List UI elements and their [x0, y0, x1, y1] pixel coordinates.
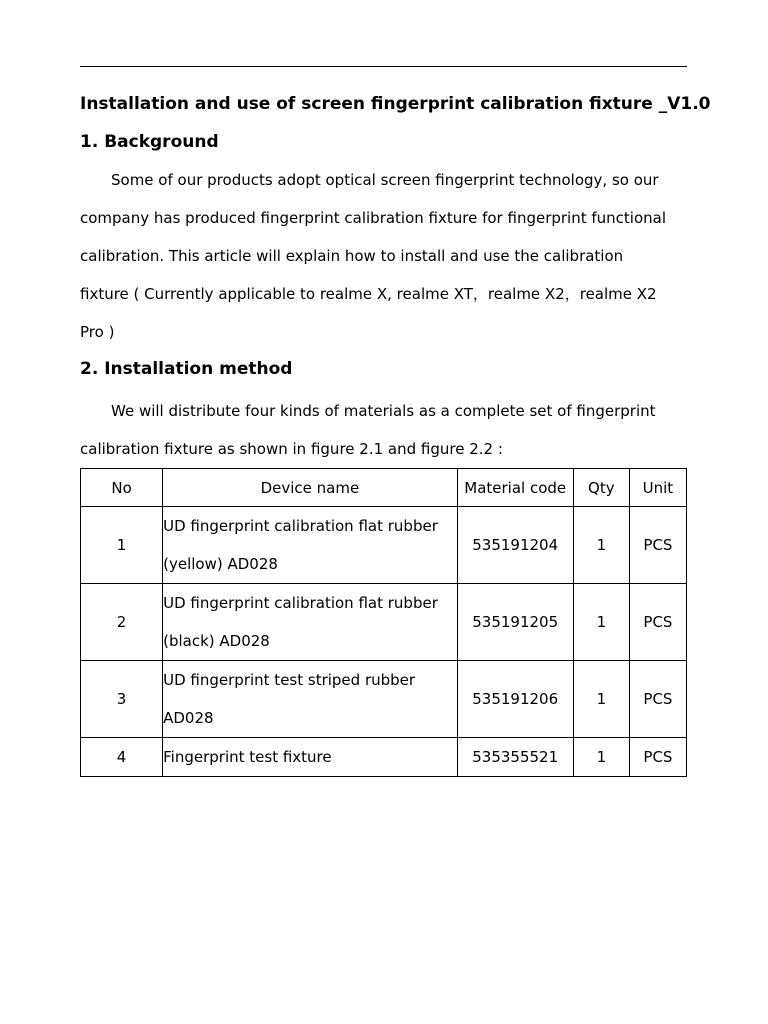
cell-unit: PCS: [629, 738, 686, 777]
cell-no: 2: [81, 584, 163, 661]
paragraph-line: Some of our products adopt optical screen fingerprint technology, so our: [111, 171, 659, 189]
device-name-line: AD028: [163, 709, 214, 727]
header-unit: Unit: [629, 469, 686, 507]
cell-device-name: [163, 507, 457, 584]
paragraph-line: We will distribute four kinds of materials as a complete set of fingerprint: [111, 402, 656, 420]
installation-paragraph: [80, 392, 687, 468]
materials-table: [80, 468, 687, 777]
cell-material-code: 535191204: [457, 507, 573, 584]
cell-qty: 1: [573, 738, 629, 777]
document-title: Installation and use of screen fingerprint calibration fixture _V1.0: [80, 94, 711, 114]
paragraph-line: calibration. This article will explain how to install and use the calibration: [80, 247, 624, 265]
cell-material-code: 535191206: [457, 661, 573, 738]
cell-qty: 1: [573, 661, 629, 738]
cell-unit: PCS: [629, 584, 686, 661]
cell-unit: PCS: [629, 507, 686, 584]
cell-device-name: [163, 738, 457, 777]
cell-unit: PCS: [629, 661, 686, 738]
section-heading-installation: 2. Installation method: [80, 359, 293, 379]
table-header-row: [81, 469, 687, 507]
header-no: No: [81, 469, 163, 507]
cell-material-code: 535191205: [457, 584, 573, 661]
cell-no: 4: [81, 738, 163, 777]
header-device-name: Device name: [163, 469, 457, 507]
cell-no: 1: [81, 507, 163, 584]
header-rule: [80, 66, 687, 67]
device-name-line: UD fingerprint calibration flat rubber: [163, 594, 438, 612]
section-heading-background: 1. Background: [80, 132, 219, 152]
paragraph-line: fixture ( Currently applicable to realme X, realme XT，realme X2，realme X2: [80, 285, 657, 303]
device-name-line: (yellow) AD028: [163, 555, 278, 573]
background-paragraph: [80, 161, 687, 351]
paragraph-line: Pro ): [80, 323, 115, 341]
cell-qty: 1: [573, 584, 629, 661]
paragraph-line: calibration fixture as shown in figure 2.1 and figure 2.2 :: [80, 440, 503, 458]
device-name-line: Fingerprint test fixture: [163, 748, 332, 766]
cell-material-code: 535355521: [457, 738, 573, 777]
header-material-code: Material code: [457, 469, 573, 507]
cell-qty: 1: [573, 507, 629, 584]
header-qty: Qty: [573, 469, 629, 507]
cell-no: 3: [81, 661, 163, 738]
device-name-line: UD fingerprint calibration flat rubber: [163, 517, 438, 535]
device-name-line: UD fingerprint test striped rubber: [163, 671, 416, 689]
table-row: [81, 738, 687, 777]
table-row: [81, 507, 687, 584]
table-row: [81, 661, 687, 738]
cell-device-name: [163, 584, 457, 661]
table-row: [81, 584, 687, 661]
device-name-line: (black) AD028: [163, 632, 270, 650]
paragraph-line: company has produced fingerprint calibration fixture for fingerprint functional: [80, 209, 667, 227]
cell-device-name: [163, 661, 457, 738]
